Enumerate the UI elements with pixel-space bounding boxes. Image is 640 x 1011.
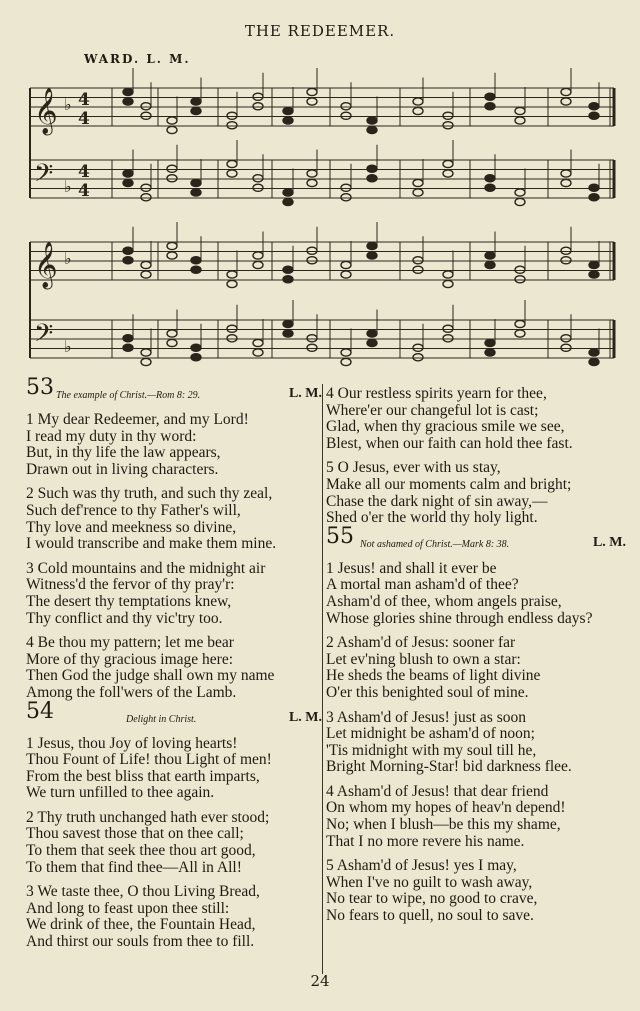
note-head bbox=[123, 98, 133, 105]
note-head bbox=[413, 257, 423, 264]
note-head bbox=[341, 184, 351, 191]
verse-line: Thou savest those that on thee call; bbox=[26, 825, 244, 843]
note-head bbox=[283, 266, 293, 273]
note-head bbox=[167, 165, 177, 172]
verse-line: I read my duty in thy word: bbox=[26, 427, 197, 445]
verse-line: Such def'rence to thy Father's will, bbox=[26, 501, 241, 519]
note-head bbox=[307, 257, 317, 264]
verse-line: 2 Thy truth unchanged hath ever stood; bbox=[26, 808, 270, 826]
verse-line: 4 Asham'd of Jesus! that dear friend bbox=[326, 782, 549, 800]
verse-line: Make all our moments calm and bright; bbox=[326, 475, 572, 493]
verse-line: 4 Be thou my pattern; let me bear bbox=[26, 634, 234, 652]
note-head bbox=[367, 126, 377, 133]
verse-line: 1 Jesus! and shall it ever be bbox=[326, 559, 497, 577]
note-head bbox=[515, 320, 525, 327]
verse-line: Witness'd the fervor of thy pray'r: bbox=[26, 576, 235, 594]
note-head bbox=[341, 271, 351, 278]
note-head bbox=[367, 339, 377, 346]
note-head bbox=[367, 165, 377, 172]
note-head bbox=[123, 179, 133, 186]
verse-line: To them that find thee—All in All! bbox=[26, 858, 242, 876]
note-head bbox=[589, 349, 599, 356]
flat-key-signature: ♭ bbox=[64, 249, 72, 268]
verse-line: O'er this benighted soul of mine. bbox=[326, 683, 529, 701]
flat-key-signature: ♭ bbox=[64, 95, 72, 114]
column-divider bbox=[322, 384, 323, 974]
verse-line: Whose glories shine through endless days? bbox=[326, 609, 593, 627]
note-head bbox=[443, 325, 453, 332]
note-head bbox=[141, 358, 151, 365]
verse-line: 1 Jesus, thou Joy of loving hearts! bbox=[26, 734, 238, 752]
note-head bbox=[413, 98, 423, 105]
hymn-54-stanzas bbox=[26, 736, 322, 951]
note-head bbox=[123, 335, 133, 342]
note-head bbox=[253, 184, 263, 191]
note-head bbox=[341, 358, 351, 365]
verse-line: That I no more revere his name. bbox=[326, 832, 525, 850]
time-signature-bottom: 4 bbox=[78, 109, 90, 129]
note-head bbox=[589, 358, 599, 365]
note-head bbox=[485, 175, 495, 182]
stanza bbox=[326, 386, 626, 452]
note-head bbox=[515, 107, 525, 114]
note-head bbox=[443, 122, 453, 129]
verse-line: Then God the judge shall own my name bbox=[26, 667, 275, 685]
note-head bbox=[253, 103, 263, 110]
note-head bbox=[227, 271, 237, 278]
note-head bbox=[307, 170, 317, 177]
note-head bbox=[413, 266, 423, 273]
note-head bbox=[561, 247, 571, 254]
note-head bbox=[227, 280, 237, 287]
note-head bbox=[485, 93, 495, 100]
note-head bbox=[485, 103, 495, 110]
note-head bbox=[141, 184, 151, 191]
note-head bbox=[283, 117, 293, 124]
verse-line: Thy conflict and thy vic'try too. bbox=[26, 609, 223, 627]
note-head bbox=[367, 117, 377, 124]
note-head bbox=[307, 88, 317, 95]
hymn-heading bbox=[26, 698, 322, 736]
note-head bbox=[227, 325, 237, 332]
note-head bbox=[167, 252, 177, 259]
hymn-meter: L. M. bbox=[592, 534, 626, 550]
verse-line: Thou Fount of Life! thou Light of men! bbox=[26, 751, 272, 769]
time-signature-bottom: 4 bbox=[78, 181, 90, 201]
note-head bbox=[253, 349, 263, 356]
stanza bbox=[26, 884, 322, 950]
hymn-title: Not ashamed of Christ.—Mark 8: 38. bbox=[360, 538, 510, 550]
note-head bbox=[443, 160, 453, 167]
note-head bbox=[485, 261, 495, 268]
verse-line: Shed o'er the world thy holy light. bbox=[326, 509, 538, 527]
verse-line: We turn unfilled to thee again. bbox=[26, 784, 215, 802]
note-head bbox=[413, 354, 423, 361]
note-head bbox=[191, 354, 201, 361]
note-head bbox=[141, 271, 151, 278]
note-head bbox=[253, 175, 263, 182]
verse-line: We drink of thee, the Fountain Head, bbox=[26, 916, 256, 934]
note-head bbox=[561, 179, 571, 186]
flat-key-signature: ♭ bbox=[64, 337, 72, 356]
note-head bbox=[167, 117, 177, 124]
note-head bbox=[227, 335, 237, 342]
verse-line: When I've no guilt to wash away, bbox=[326, 873, 533, 891]
note-head bbox=[561, 335, 571, 342]
note-head bbox=[167, 339, 177, 346]
note-head bbox=[141, 112, 151, 119]
hymn-title: Delight in Christ. bbox=[126, 713, 197, 725]
stanza bbox=[26, 810, 322, 876]
note-head bbox=[413, 179, 423, 186]
note-head bbox=[589, 271, 599, 278]
bass-clef: 𝄢 bbox=[34, 319, 54, 354]
hymn-53-stanzas bbox=[26, 412, 322, 702]
stanza bbox=[26, 561, 322, 627]
note-head bbox=[589, 112, 599, 119]
note-head bbox=[253, 252, 263, 259]
verse-line: 1 My dear Redeemer, and my Lord! bbox=[26, 411, 249, 428]
note-head bbox=[561, 88, 571, 95]
note-head bbox=[443, 280, 453, 287]
note-head bbox=[253, 339, 263, 346]
note-head bbox=[515, 330, 525, 337]
verse-line: Let ev'ning blush to own a star: bbox=[326, 650, 521, 668]
right-column bbox=[326, 386, 626, 933]
note-head bbox=[515, 198, 525, 205]
note-head bbox=[253, 261, 263, 268]
note-head bbox=[307, 247, 317, 254]
note-head bbox=[141, 103, 151, 110]
stanza bbox=[26, 486, 322, 552]
note-head bbox=[443, 170, 453, 177]
stanza bbox=[326, 635, 626, 701]
hymn-number: 53 bbox=[26, 375, 54, 400]
note-head bbox=[485, 349, 495, 356]
verse-line: No fears to quell, no soul to save. bbox=[326, 907, 534, 925]
note-head bbox=[341, 349, 351, 356]
note-head bbox=[283, 276, 293, 283]
note-head bbox=[167, 330, 177, 337]
verse-line: Let midnight be asham'd of noon; bbox=[326, 725, 535, 743]
stanza bbox=[326, 710, 626, 776]
stanza bbox=[326, 784, 626, 850]
verse-line: I would transcribe and make them mine. bbox=[26, 535, 277, 553]
note-head bbox=[341, 103, 351, 110]
hymn-number: 54 bbox=[26, 698, 54, 724]
verse-line: And thirst our souls from thee to fill. bbox=[26, 933, 255, 951]
note-head bbox=[191, 179, 201, 186]
tune-name: WARD. L. M. bbox=[84, 52, 191, 66]
verse-line: 3 Cold mountains and the midnight air bbox=[26, 559, 266, 577]
note-head bbox=[367, 242, 377, 249]
note-head bbox=[227, 170, 237, 177]
verse-line: 2 Asham'd of Jesus: sooner far bbox=[326, 634, 516, 652]
stanza bbox=[26, 736, 322, 802]
note-head bbox=[341, 194, 351, 201]
note-head bbox=[561, 257, 571, 264]
verse-line: But, in thy life the law appears, bbox=[26, 444, 221, 462]
treble-clef: 𝄞 bbox=[34, 88, 58, 134]
stanza bbox=[26, 635, 322, 701]
note-head bbox=[413, 107, 423, 114]
verse-line: Among the foll'wers of the Lamb. bbox=[26, 683, 237, 701]
verse-line: Asham'd of thee, whom angels praise, bbox=[326, 592, 562, 610]
note-head bbox=[307, 98, 317, 105]
note-head bbox=[589, 261, 599, 268]
note-head bbox=[341, 261, 351, 268]
verse-line: On whom my hopes of heav'n depend! bbox=[326, 799, 566, 817]
note-head bbox=[367, 175, 377, 182]
note-head bbox=[141, 194, 151, 201]
stanza bbox=[326, 858, 626, 924]
note-head bbox=[367, 252, 377, 259]
verse-line: Bright Morning-Star! bid darkness flee. bbox=[326, 758, 572, 776]
verse-line: Chase the dark night of sin away,— bbox=[326, 492, 548, 510]
verse-line: And long to feast upon thee still: bbox=[26, 899, 230, 917]
note-head bbox=[253, 93, 263, 100]
note-head bbox=[227, 122, 237, 129]
hymn-meter: L. M. bbox=[288, 386, 322, 401]
note-head bbox=[283, 330, 293, 337]
note-head bbox=[191, 107, 201, 114]
note-head bbox=[191, 266, 201, 273]
time-signature-top: 4 bbox=[78, 162, 90, 182]
note-head bbox=[123, 88, 133, 95]
verse-line: 5 O Jesus, ever with us stay, bbox=[326, 459, 501, 477]
left-column bbox=[26, 375, 322, 959]
note-head bbox=[283, 198, 293, 205]
note-head bbox=[123, 247, 133, 254]
note-head bbox=[307, 344, 317, 351]
note-head bbox=[485, 339, 495, 346]
hymn-number: 55 bbox=[326, 523, 354, 549]
note-head bbox=[561, 98, 571, 105]
music-score bbox=[0, 0, 640, 380]
note-head bbox=[515, 266, 525, 273]
note-head bbox=[561, 344, 571, 351]
note-head bbox=[589, 103, 599, 110]
note-head bbox=[191, 189, 201, 196]
note-head bbox=[283, 320, 293, 327]
verse-line: From the best bliss that earth imparts, bbox=[26, 767, 260, 785]
note-head bbox=[141, 261, 151, 268]
note-head bbox=[589, 184, 599, 191]
note-head bbox=[413, 189, 423, 196]
verse-line: 2 Such was thy truth, and such thy zeal, bbox=[26, 485, 273, 503]
verse-line: He sheds the beams of light divine bbox=[326, 667, 541, 685]
stanza bbox=[26, 412, 322, 478]
verse-line: 5 Asham'd of Jesus! yes I may, bbox=[326, 857, 517, 875]
verse-line: No tear to wipe, no good to crave, bbox=[326, 890, 538, 908]
verse-line: No; when I blush—be this my shame, bbox=[326, 816, 561, 834]
verse-line: Glad, when thy gracious smile we see, bbox=[326, 418, 565, 436]
hymn-54-continuation bbox=[326, 386, 626, 527]
note-head bbox=[167, 242, 177, 249]
verse-line: Thy love and meekness so divine, bbox=[26, 518, 237, 536]
note-head bbox=[443, 335, 453, 342]
verse-line: 3 We taste thee, O thou Living Bread, bbox=[26, 883, 260, 901]
hymn-55-stanzas bbox=[326, 561, 626, 925]
verse-line: 'Tis midnight with my soul till he, bbox=[326, 741, 537, 759]
note-head bbox=[191, 344, 201, 351]
note-head bbox=[367, 330, 377, 337]
note-head bbox=[515, 117, 525, 124]
note-head bbox=[589, 194, 599, 201]
page-number: 24 bbox=[310, 972, 330, 990]
note-head bbox=[515, 189, 525, 196]
note-head bbox=[227, 112, 237, 119]
verse-line: 4 Our restless spirits yearn for thee, bbox=[326, 385, 547, 402]
verse-line: To them that seek thee thou art good, bbox=[26, 842, 256, 860]
stanza bbox=[326, 561, 626, 627]
note-head bbox=[485, 184, 495, 191]
verse-line: Blest, when our faith can hold thee fast. bbox=[326, 434, 573, 452]
hymn-heading bbox=[326, 523, 626, 561]
note-head bbox=[167, 175, 177, 182]
flat-key-signature: ♭ bbox=[64, 177, 72, 196]
note-head bbox=[167, 126, 177, 133]
hymn-heading bbox=[26, 375, 322, 412]
note-head bbox=[123, 170, 133, 177]
note-head bbox=[141, 349, 151, 356]
note-head bbox=[341, 112, 351, 119]
treble-clef: 𝄞 bbox=[34, 242, 58, 288]
verse-line: The desert thy temptations knew, bbox=[26, 592, 232, 610]
note-head bbox=[443, 271, 453, 278]
page-title: THE REDEEMER. bbox=[244, 22, 396, 40]
verse-line: Where'er our changeful lot is cast; bbox=[326, 401, 539, 419]
note-head bbox=[191, 98, 201, 105]
note-head bbox=[283, 189, 293, 196]
note-head bbox=[515, 276, 525, 283]
verse-line: More of thy gracious image here: bbox=[26, 650, 234, 668]
time-signature-top: 4 bbox=[78, 90, 90, 110]
note-head bbox=[227, 160, 237, 167]
verse-line: Drawn out in living characters. bbox=[26, 460, 219, 478]
note-head bbox=[443, 112, 453, 119]
note-head bbox=[485, 252, 495, 259]
note-head bbox=[307, 335, 317, 342]
note-head bbox=[123, 257, 133, 264]
note-head bbox=[413, 344, 423, 351]
verse-line: 3 Asham'd of Jesus! just as soon bbox=[326, 708, 526, 726]
note-head bbox=[123, 344, 133, 351]
bass-clef: 𝄢 bbox=[34, 159, 54, 194]
hymn-title: The example of Christ.—Rom 8: 29. bbox=[56, 390, 201, 401]
note-head bbox=[307, 179, 317, 186]
verse-line: A mortal man asham'd of thee? bbox=[326, 576, 519, 594]
note-head bbox=[283, 107, 293, 114]
stanza bbox=[326, 460, 626, 526]
note-head bbox=[561, 170, 571, 177]
hymn-meter: L. M. bbox=[288, 709, 322, 725]
note-head bbox=[191, 257, 201, 264]
